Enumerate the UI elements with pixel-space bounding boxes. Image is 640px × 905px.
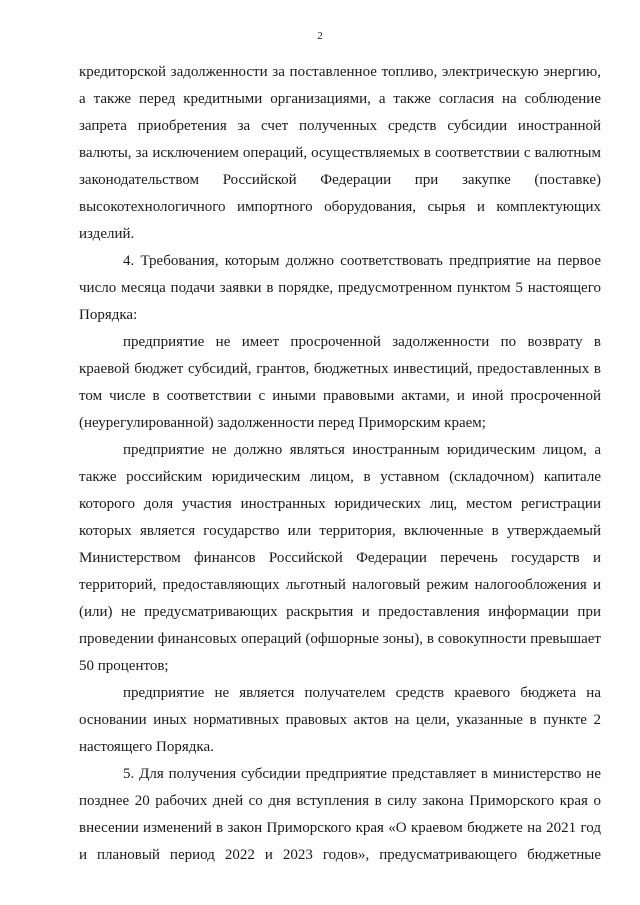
text-line: и плановый период 2022 и 2023 годов», предусматривающего бюджетные <box>79 847 601 863</box>
text-line: изделий. <box>79 226 135 242</box>
text-line: (или) не предусматривающих раскрытия и предоставления информации при <box>79 604 601 620</box>
text-line: предприятие не имеет просроченной задолженности по возврату в <box>123 334 601 350</box>
text-line: Министерством финансов Российской Федерации перечень государств и <box>79 550 601 566</box>
text-line: а также перед кредитными организациями, а также согласия на соблюдение <box>79 91 601 107</box>
text-line: 4. Требования, которым должно соответствовать предприятие на первое <box>123 253 601 269</box>
text-line: 50 процентов; <box>79 658 169 674</box>
text-line: кредиторской задолженности за поставленное топливо, электрическую энергию, <box>79 64 601 80</box>
text-line: настоящего Порядка. <box>79 739 214 755</box>
text-line: территорий, предоставляющих льготный налоговый режим налогообложения и <box>79 577 601 593</box>
text-line: предприятие не должно являться иностранным юридическим лицом, а <box>123 442 601 458</box>
text-line: (неурегулированной) задолженности перед Приморским краем; <box>79 415 486 431</box>
text-line: которого доля участия иностранных юридических лиц, местом регистрации <box>79 496 601 512</box>
text-line: краевой бюджет субсидий, грантов, бюджетных инвестиций, предоставленных в <box>79 361 601 377</box>
text-line: которых является государство или территория, включенные в утверждаемый <box>79 523 601 539</box>
text-line: высокотехнологичного импортного оборудования, сырья и комплектующих <box>79 199 601 215</box>
text-line: предприятие не является получателем средств краевого бюджета на <box>123 685 601 701</box>
text-line: позднее 20 рабочих дней со дня вступления в силу закона Приморского края о <box>79 793 601 809</box>
text-line: Порядка: <box>79 307 138 323</box>
text-line: число месяца подачи заявки в порядке, предусмотренном пунктом 5 настоящего <box>79 280 601 296</box>
text-line: также российским юридическим лицом, в уставном (складочном) капитале <box>79 469 601 485</box>
text-line: внесении изменений в закон Приморского края «О краевом бюджете на 2021 год <box>79 820 601 836</box>
text-line: основании иных нормативных правовых актов на цели, указанные в пункте 2 <box>79 712 601 728</box>
page-number: 2 <box>317 30 323 42</box>
text-line: законодательством Российской Федерации при закупке (поставке) <box>79 172 601 188</box>
text-line: том числе в соответствии с иными правовыми актами, и иной просроченной <box>79 388 601 404</box>
text-line: 5. Для получения субсидии предприятие представляет в министерство не <box>123 766 601 782</box>
text-line: проведении финансовых операций (офшорные зоны), в совокупности превышает <box>79 631 601 647</box>
text-line: валюты, за исключением операций, осуществляемых в соответствии с валютным <box>79 145 601 161</box>
text-line: запрета приобретения за счет полученных средств субсидии иностранной <box>79 118 601 134</box>
